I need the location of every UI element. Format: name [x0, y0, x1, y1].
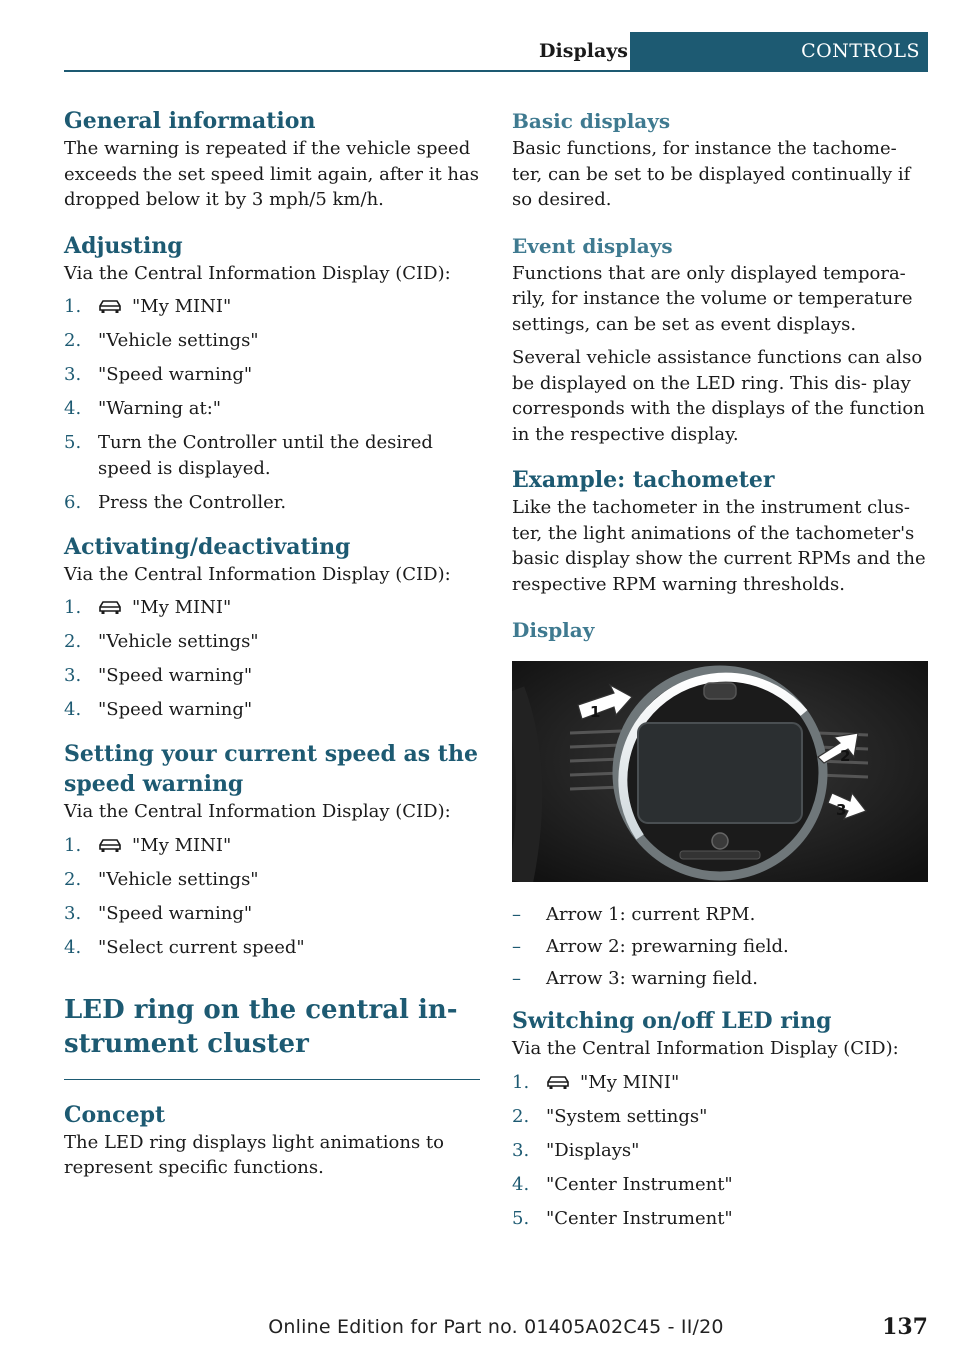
adjusting-steps	[64, 294, 480, 515]
assistance-functions-text: Several vehicle assistance functions can also be displayed on the LED ring. This dis- play corresponds with the displays of the function in the respective display.	[512, 347, 925, 445]
general-information-text: The warning is repeated if the vehicle speed exceeds the set speed limit again, after it has dropped below it by 3 mph/5 km/h.	[64, 138, 479, 210]
basic-displays-heading: Basic displays	[512, 109, 671, 133]
figure-label-3: 3	[836, 801, 847, 819]
figure-label-1: 1	[590, 703, 601, 721]
list-item: 6. Press the Controller.	[64, 491, 287, 513]
list-item: 4. "Warning at:"	[64, 398, 222, 419]
list-item: 2. "Vehicle settings"	[64, 631, 259, 652]
concept-text: The LED ring displays light animations to represent specific functions.	[64, 1131, 444, 1178]
list-item: 5. "Center Instrument"	[512, 1207, 733, 1229]
current-speed-steps	[64, 833, 480, 961]
current-speed-heading: Setting your current speed as the speed warning	[64, 741, 478, 797]
car-icon	[98, 298, 122, 314]
edition-note: Online Edition for Part no. 01405A02C45 - II/20	[268, 1316, 724, 1338]
event-displays-heading: Event displays	[512, 233, 673, 258]
page-header	[64, 32, 928, 72]
header-section-title: Displays	[539, 40, 628, 62]
example-tachometer-text: Like the tachometer in the instrument clus- ter, the light animations of the tachometer's basic display show the current RPMs and the respective RPM warning thresholds.	[512, 497, 926, 595]
example-tachometer-heading: Example: tachometer	[512, 467, 775, 493]
list-item: 2. "System settings"	[512, 1105, 708, 1127]
list-item: 3. "Speed warning"	[64, 364, 253, 385]
list-item: 5. Turn the Controller until the desired speed is displayed.	[64, 432, 433, 479]
list-item: – Arrow 2: prewarning field.	[512, 936, 789, 957]
list-item: 1. "My MINI"	[64, 296, 232, 317]
list-item: – Arrow 1: current RPM.	[512, 904, 756, 925]
led-ring-chapter-heading: LED ring on the central in- strument cluster	[64, 994, 458, 1059]
chapter-divider	[64, 1079, 480, 1080]
activating-steps	[64, 595, 480, 723]
switching-intro: Via the Central Information Display (CID):	[512, 1038, 899, 1059]
car-icon	[98, 837, 122, 853]
list-item: 1. "My MINI"	[64, 597, 232, 618]
switching-led-ring-heading: Switching on/off LED ring	[512, 1008, 832, 1034]
list-item: 1. "My MINI"	[512, 1071, 680, 1093]
list-item: 1. "My MINI"	[64, 834, 232, 856]
list-item: 3. "Speed warning"	[64, 902, 253, 924]
list-item: 4. "Select current speed"	[64, 936, 305, 958]
activating-intro: Via the Central Information Display (CID):	[64, 563, 451, 585]
adjusting-heading: Adjusting	[64, 232, 183, 259]
figure-label-2: 2	[840, 747, 851, 765]
header-chapter-tab: CONTROLS	[630, 32, 928, 70]
basic-displays-text: Basic functions, for instance the tachome- ter, can be set to be displayed continually if so desired.	[512, 138, 911, 210]
list-item: 3. "Displays"	[512, 1139, 640, 1161]
list-item: 4. "Center Instrument"	[512, 1173, 733, 1195]
adjusting-intro: Via the Central Information Display (CID):	[64, 262, 451, 284]
list-item: 2. "Vehicle settings"	[64, 868, 259, 890]
list-item: – Arrow 3: warning field.	[512, 968, 759, 989]
switching-steps	[512, 1070, 928, 1232]
car-icon	[98, 599, 122, 615]
page-footer	[64, 1316, 928, 1346]
list-item: 4. "Speed warning"	[64, 699, 253, 720]
list-item: 3. "Speed warning"	[64, 665, 253, 686]
concept-heading: Concept	[64, 1101, 166, 1128]
right-column	[512, 106, 928, 1240]
car-icon	[546, 1074, 570, 1090]
arrow-legend	[512, 902, 928, 992]
activating-heading: Activating/deactivating	[64, 533, 351, 560]
current-speed-intro: Via the Central Information Display (CID):	[64, 801, 451, 822]
list-item: 2. "Vehicle settings"	[64, 330, 259, 351]
left-column	[64, 106, 480, 1181]
page-number: 137	[882, 1314, 928, 1340]
led-ring-photo	[512, 661, 928, 882]
general-information-heading: General information	[64, 108, 316, 134]
display-heading: Display	[512, 618, 595, 642]
event-displays-text: Functions that are only displayed tempora- rily, for instance the volume or temperature settings, can be set as event displays.	[512, 262, 913, 335]
